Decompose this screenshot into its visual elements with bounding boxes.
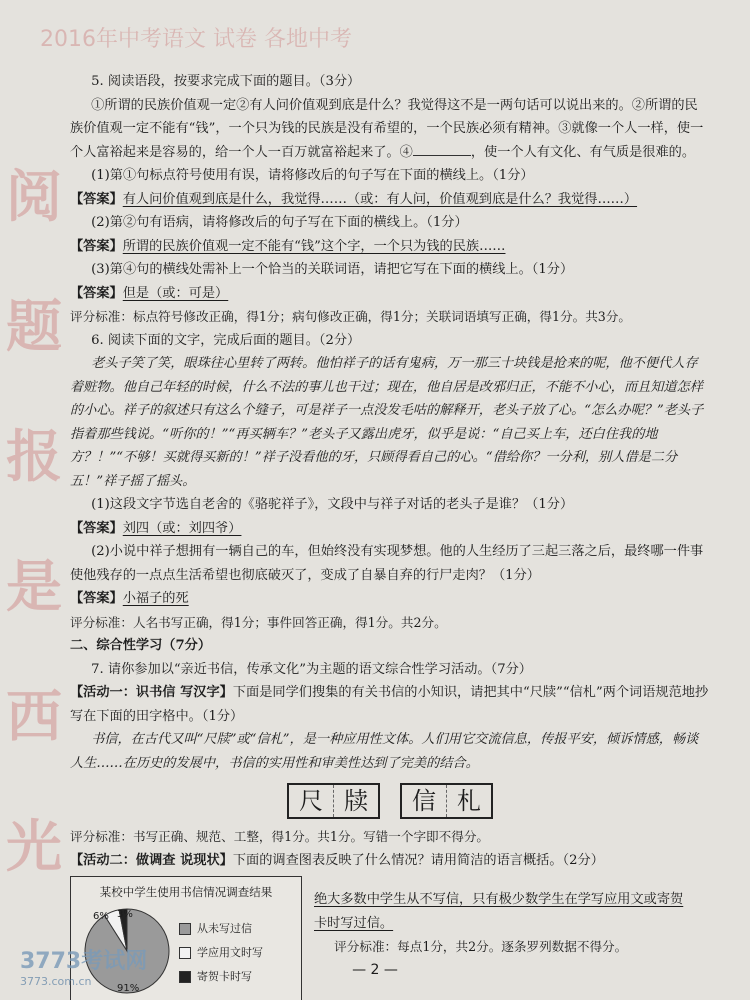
q6-sub2: (2)小说中祥子想拥有一辆自己的车，但始终没有实现梦想。他的人生经历了三起三落之后，最终哪一件事使他残存的一点点生活希望也彻底破灭了，变成了自暴自弃的行尸走肉？（1分）	[70, 544, 704, 583]
chart-legend	[179, 917, 263, 989]
q5-passage: ①所谓的民族价值观一定②有人问价值观到底是什么？我觉得这不是一两句话可以说出来的。②所谓的民族价值观一定不能有“钱”，一个只为钱的民族是没有希望的，一个民族必须有精神。③就像一个人一样，使一个人富裕起来是容易的，给一个人一百万就富裕起来了。④ ，使一个人有文化、有气质是很难的。	[70, 97, 704, 160]
q5-scoring: 评分标准：标点符号修改正确，得1分；病句修改正确，得1分；关联词语填写正确，得1分。共3分。	[70, 309, 631, 324]
activity1-text: 书信，在古代又叫“尺牍”或“信札”，是一种应用性文体。人们用它交流信息，传报平安，倾诉情感，畅谈人生……在历史的发展中，书信的实用性和审美性达到了完美的结合。	[70, 732, 699, 771]
tianzi-char: 牍	[344, 787, 368, 815]
pie-label-3: 3%	[117, 909, 133, 920]
q5-answer3: 【答案】但是（或：可是）	[70, 285, 229, 301]
activity2-scoring: 评分标准：每点1分，共2分。逐条罗列数据不得分。	[334, 939, 628, 954]
tianzi-grid-row	[70, 783, 710, 819]
activity2-prompt: 【活动二：做调查 说现状】下面的调查图表反映了什么情况？请用简洁的语言概括。（2分）	[70, 852, 604, 868]
tianzi-char: 尺	[289, 785, 334, 817]
legend-item: 寄贺卡时写	[179, 965, 263, 989]
q7-heading: 7. 请你参加以“亲近书信，传承文化”为主题的语文综合性学习活动。（7分）	[91, 661, 532, 677]
chart-title: 某校中学生使用书信情况调查结果	[99, 885, 273, 899]
q6-answer2: 【答案】小福子的死	[70, 591, 189, 606]
site-logo: 3773考试网 3773.com.cn	[20, 949, 148, 988]
q6-passage: 老头子笑了笑，眼珠往心里转了两转。他怕祥子的话有鬼病，万一那三十块钱是抢来的呢，他不便代人存着赃物。他自己年轻的时候，什么不法的事儿也干过；现在，他自居是改邪归正，不能不小心，而且知道怎样的小心。祥子的叙述只有这么个缝子，可是祥子一点没发毛咕的解释开，老头子放了心。“怎么办呢？”老头子指着那些钱说。“听你的！”“再买辆车？”老头子又露出虎牙，似乎是说：“自己买上车，还白住我的地方？！”“不够！买就得买新的！”祥子没看他的牙，只顾得看自己的心。“借给你？一分利，别人借是二分五！”祥子摇了摇头。	[70, 356, 704, 489]
q5-answer1: 【答案】有人问价值观到底是什么，我觉得……（或：有人问，价值观到底是什么？我觉得……）	[70, 191, 638, 207]
pie-label-6: 6%	[93, 911, 109, 922]
activity1-scoring: 评分标准：书写正确、规范、工整，得1分。共1分。写错一个字即不得分。	[70, 829, 490, 844]
fill-blank	[413, 141, 471, 156]
tianzi-char: 信	[402, 785, 447, 817]
q5-sub2: (2)第②句有语病，请将修改后的句子写在下面的横线上。（1分）	[91, 215, 468, 230]
q6-scoring: 评分标准：人名书写正确，得1分；事件回答正确，得1分。共2分。	[70, 614, 447, 630]
q5-sub3: (3)第④句的横线处需补上一个恰当的关联词语，请把它写在下面的横线上。（1分）	[91, 262, 574, 277]
q6-answer1: 【答案】刘四（或：刘四爷）	[70, 520, 242, 536]
activity1-prompt: 【活动一：识书信 写汉字】下面是同学们搜集的有关书信的小知识，请把其中“尺牍”“信札”两个词语规范地抄写在下面的田字格中。（1分）	[70, 685, 709, 724]
legend-item: 从未写过信	[179, 917, 263, 941]
tianzi-char: 札	[457, 787, 481, 815]
q5-heading: 5. 阅读语段，按要求完成下面的题目。（3分）	[91, 74, 361, 89]
tianzi-box-chidu	[287, 783, 380, 819]
activity2-answer: 绝大多数中学生从不写信，只有极少数学生在学写应用文或寄贺卡时写过信。	[314, 892, 684, 931]
activity2-answer-col	[314, 876, 694, 1000]
q5-sub1: (1)第①句标点符号使用有误，请将修改后的句子写在下面的横线上。（1分）	[91, 168, 534, 183]
side-watermark: 光	[6, 815, 62, 880]
exam-content	[70, 70, 710, 1000]
q6-heading: 6. 阅读下面的文字，完成后面的题目。（2分）	[91, 332, 361, 348]
side-watermark: 阅	[6, 165, 62, 230]
side-watermark: 题	[6, 295, 62, 360]
top-watermark: 2016年中考语文 试卷 各地中考	[40, 27, 352, 52]
activity2-row	[70, 876, 710, 1000]
side-watermark: 是	[6, 555, 62, 620]
page-number: — 2 —	[352, 962, 398, 978]
legend-item: 学应用文时写	[179, 941, 263, 965]
q6-sub1: (1)这段文字节选自老舍的《骆驼祥子》，文段中与祥子对话的老头子是谁？（1分）	[91, 497, 574, 512]
side-watermark: 报	[6, 425, 62, 490]
pie-label-91: 91%	[117, 983, 140, 994]
q5-answer2: 【答案】所谓的民族价值观一定不能有“钱”这个字，一个只为钱的民族……	[70, 238, 506, 254]
section-heading: 二、综合性学习（7分）	[70, 638, 212, 653]
tianzi-box-xinzha	[400, 783, 493, 819]
side-watermark: 西	[6, 685, 62, 750]
